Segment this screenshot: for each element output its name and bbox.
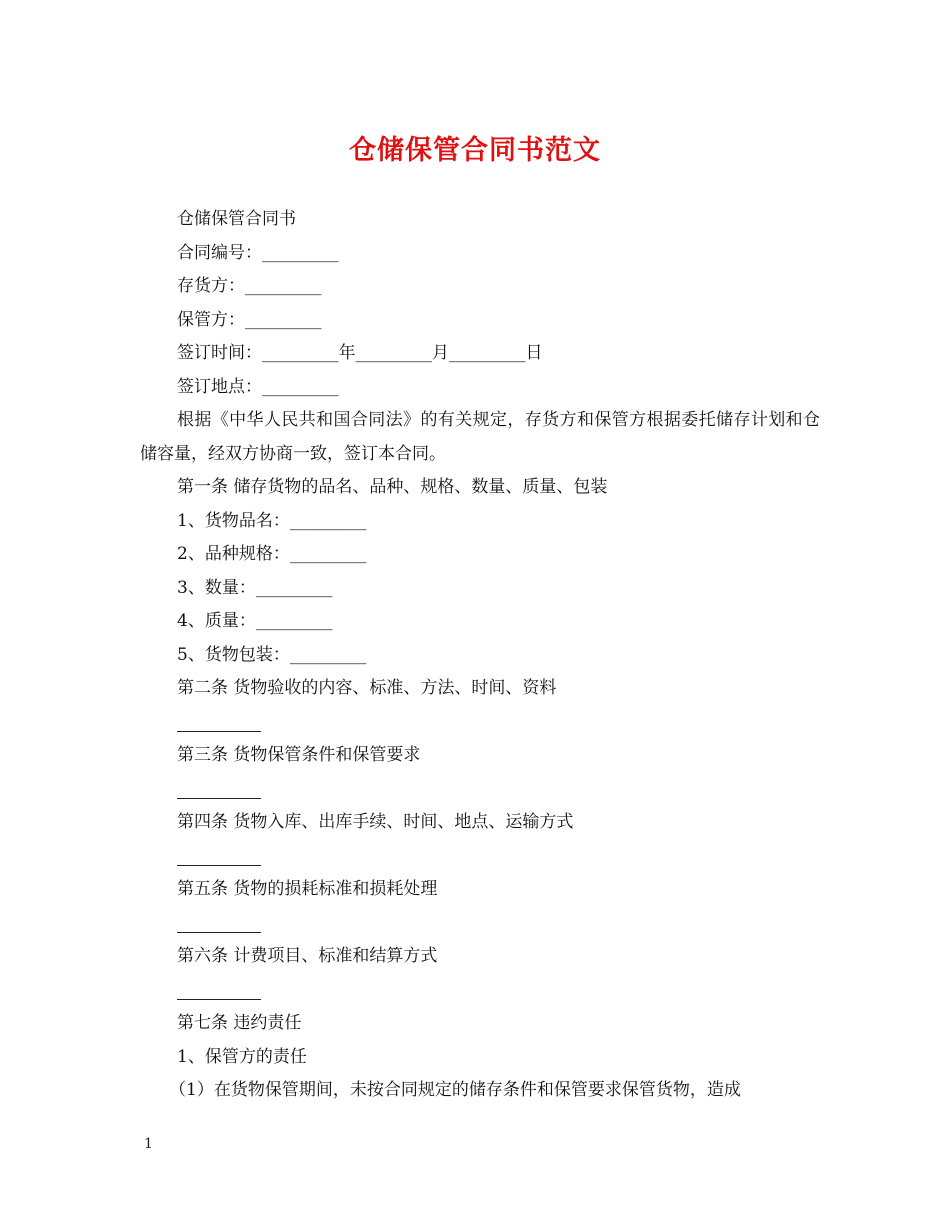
article-6-heading: 第六条 计费项目、标准和结算方式 (177, 946, 438, 966)
article-4-heading: 第四条 货物入库、出库手续、时间、地点、运输方式 (177, 812, 574, 832)
blank-rule (177, 865, 261, 866)
article-2-heading: 第二条 货物验收的内容、标准、方法、时间、资料 (177, 678, 557, 698)
article-7-subheading: 1、保管方的责任 (177, 1046, 307, 1067)
document-title: 仓储保管合同书范文 (349, 135, 601, 166)
preamble-paragraph: 根据《中华人民共和国合同法》的有关规定，存货方和保管方根据委托储存计划和仓储容量，经双方协商一致，签订本合同。 (140, 410, 820, 464)
fill-in-blank (140, 840, 820, 874)
article-1-item: 2、品种规格：_________ (177, 544, 367, 564)
article-1-item: 5、货物包装：_________ (177, 644, 367, 665)
contract-name: 仓储保管合同书 (177, 209, 296, 229)
signing-date-line: 签订时间：_________年_________月_________日 (177, 343, 543, 363)
custodian-line: 保管方：_________ (177, 309, 322, 330)
article-7-clause: （1）在货物保管期间，未按合同规定的储存条件和保管要求保管货物，造成 (169, 1080, 741, 1100)
depositor-line: 存货方：_________ (177, 276, 322, 296)
article-1-item: 1、货物品名：_________ (177, 510, 367, 531)
page-number: 1 (144, 1136, 153, 1152)
fill-in-blank (140, 974, 820, 1008)
signing-place-line: 签订地点：_________ (177, 376, 339, 397)
article-1-item: 3、数量：_________ (177, 577, 333, 598)
article-3-heading: 第三条 货物保管条件和保管要求 (177, 745, 421, 765)
blank-rule (177, 798, 261, 799)
fill-in-blank (140, 773, 820, 807)
article-1-heading: 第一条 储存货物的品名、品种、规格、数量、质量、包装 (177, 477, 608, 497)
article-7-heading: 第七条 违约责任 (177, 1013, 302, 1033)
document-body (140, 203, 820, 1108)
blank-rule (177, 731, 261, 732)
contract-number-line: 合同编号：_________ (177, 242, 339, 263)
fill-in-blank (140, 907, 820, 941)
blank-rule (177, 999, 261, 1000)
fill-in-blank (140, 706, 820, 740)
article-1-item: 4、质量：_________ (177, 611, 333, 631)
blank-rule (177, 932, 261, 933)
article-5-heading: 第五条 货物的损耗标准和损耗处理 (177, 879, 438, 899)
